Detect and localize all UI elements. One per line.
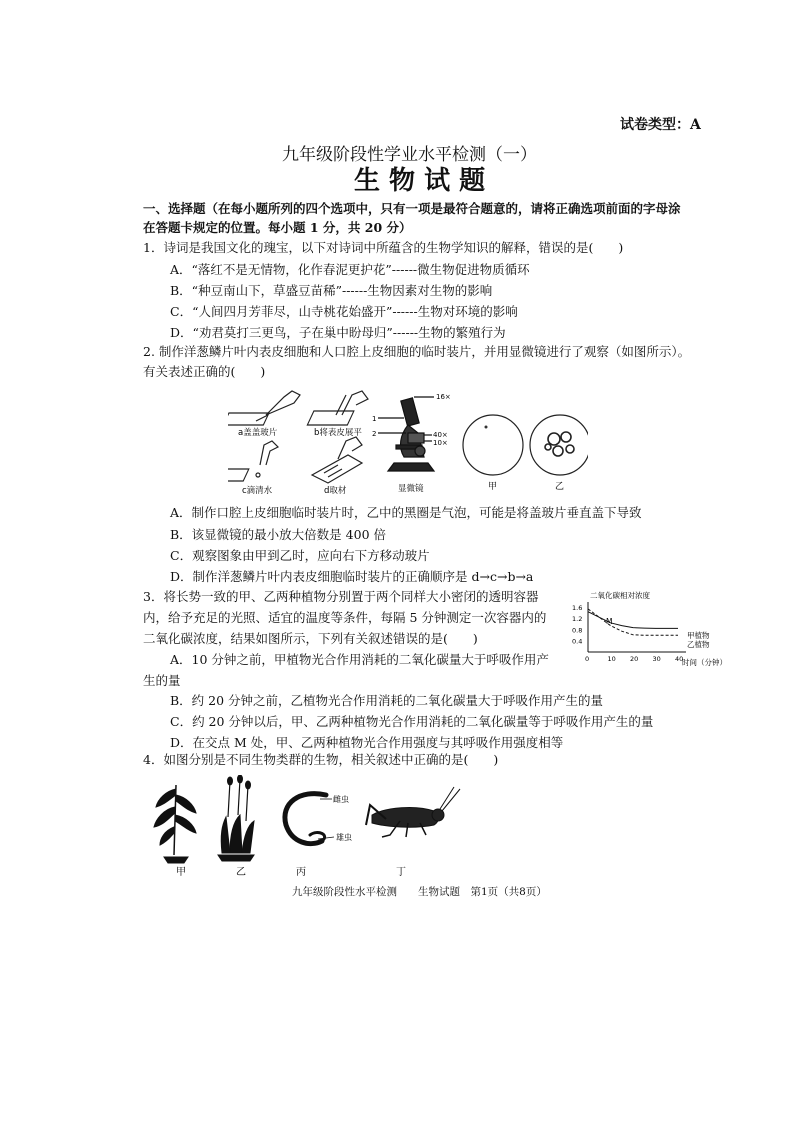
x-tick-label: 0	[585, 655, 590, 663]
q3-stem-line2: 内，给予充足的光照、适宜的温度等条件，每隔 5 分钟测定一次容器内的	[143, 610, 547, 625]
x-tick-label: 40	[675, 655, 684, 663]
q3-stem-line3: 二氧化碳浓度，结果如图所示，下列有关叙述错误的是( )	[143, 631, 478, 646]
label-jia: 甲	[176, 867, 186, 878]
q4-figure	[150, 775, 470, 880]
q1-stem: 1．诗词是我国文化的瑰宝，以下对诗词中所蕴含的生物学知识的解释，错误的是( )	[143, 240, 624, 255]
q2-option-a: A．制作口腔上皮细胞临时装片时，乙中的黑圈是气泡，可能是将盖玻片垂直盖下导致	[170, 505, 642, 520]
view-yi-label: 乙	[555, 482, 565, 492]
q2-option-d: D．制作洋葱鳞片叶内表皮细胞临时装片的正确顺序是 d→c→b→a	[170, 569, 534, 584]
x-tick-label: 20	[630, 655, 639, 663]
step-d-illustration	[312, 437, 362, 483]
q1-option-b: B．“种豆南山下，草盛豆苗稀”------生物因素对生物的影响	[170, 283, 493, 298]
q1-option-d: D．“劝君莫打三更鸟，子在巢中盼母归”------生物的繁殖行为	[170, 325, 506, 340]
series-jia-line	[588, 612, 678, 629]
step-a-illustration	[228, 391, 300, 425]
step-d-label: d取材	[324, 486, 347, 495]
q3-stem-line1: 3．将长势一致的甲、乙两种植物分别置于两个同样大小密闭的透明容器	[143, 589, 539, 604]
y-tick-label: 0.8	[572, 626, 583, 635]
label-2: 2	[372, 430, 377, 438]
q3-option-b: B．约 20 分钟之前，乙植物光合作用消耗的二氧化碳量大于呼吸作用产生的量	[170, 693, 604, 708]
y-tick-label: 0.4	[572, 637, 583, 646]
microscope-illustration	[378, 397, 434, 471]
step-c-label: c滴清水	[242, 486, 273, 495]
view-jia-label: 甲	[488, 482, 498, 492]
label-female-worm: 雌虫	[333, 795, 349, 804]
q3-option-a-line2: 生的量	[143, 673, 181, 688]
q3-option-c: C．约 20 分钟以后，甲、乙两种植物光合作用消耗的二氧化碳量等于呼吸作用产生的量	[170, 714, 654, 729]
page-footer: 九年级阶段性水平检测 生物试题 第1页（共8页）	[292, 886, 547, 898]
q2-option-c: C．观察图象由甲到乙时，应向右下方移动玻片	[170, 548, 430, 563]
label-bing: 丙	[296, 867, 306, 878]
section-heading-line1: 一、选择题（在每小题所列的四个选项中，只有一项是最符合题意的，请将正确选项前面的字母涂	[143, 201, 681, 216]
microscope-label: 显微镜	[398, 484, 424, 494]
legend-jia: 甲植物	[687, 631, 710, 640]
step-b-illustration	[307, 391, 368, 425]
label-ding: 丁	[396, 867, 406, 878]
moss-illustration	[218, 775, 254, 861]
paper-type: 试卷类型：A	[620, 117, 701, 133]
q2-stem-line2: 有关表述正确的( )	[143, 364, 266, 379]
marker-m: M	[606, 617, 613, 626]
q1-option-c: C．“人间四月芳菲尽，山寺桃花始盛开”------生物对环境的影响	[170, 304, 518, 319]
view-yi-circle	[530, 415, 588, 475]
q2-stem-line1: 2. 制作洋葱鳞片叶内表皮细胞和人口腔上皮细胞的临时装片，并用显微镜进行了观察（如图所示）。	[143, 344, 691, 359]
q2-figure	[228, 385, 588, 495]
subject-title: 生 物 试 题	[354, 166, 486, 196]
q3-option-d: D．在交点 M 处，甲、乙两种植物光合作用强度与其呼吸作用强度相等	[170, 735, 564, 750]
chart-xlabel: 时间（分钟）	[682, 658, 727, 667]
label-yi: 乙	[236, 867, 246, 878]
legend-yi: 乙植物	[687, 640, 710, 649]
grasshopper-illustration	[366, 787, 460, 837]
series-yi-line	[588, 609, 678, 635]
fern-illustration	[154, 785, 196, 863]
x-tick-label: 30	[652, 655, 661, 663]
roundworm-illustration	[285, 794, 326, 844]
section-heading-line2: 在答题卡规定的位置。每小题 1 分，共 20 分）	[143, 220, 412, 235]
y-tick-label: 1.6	[572, 604, 583, 613]
x-tick-label: 10	[607, 655, 616, 663]
q3-option-a-line1: A．10 分钟之前，甲植物光合作用消耗的二氧化碳量大于呼吸作用产	[170, 652, 549, 667]
q4-stem: 4．如图分别是不同生物类群的生物，相关叙述中正确的是( )	[143, 752, 499, 767]
step-b-label: b将表皮展平	[314, 428, 362, 438]
y-tick-label: 1.2	[572, 615, 583, 624]
label-1: 1	[372, 415, 377, 423]
q2-option-b: B．该显微镜的最小放大倍数是 400 倍	[170, 527, 386, 542]
lens-16x: 16×	[436, 393, 451, 401]
view-yi-bubbles	[545, 432, 574, 456]
q1-option-a: A．“落红不是无情物，化作春泥更护花”------微生物促进物质循环	[170, 262, 530, 277]
view-jia-circle	[463, 415, 523, 475]
lens-10x: 10×	[433, 439, 448, 447]
q3-co2-chart	[568, 588, 738, 668]
chart-ylabel: 二氧化碳相对浓度	[590, 591, 650, 600]
step-a-label: a盖盖玻片	[238, 428, 278, 438]
step-c-illustration	[228, 441, 278, 481]
lens-40x: 40×	[433, 431, 448, 439]
exam-title: 九年级阶段性学业水平检测（一）	[282, 145, 537, 165]
label-male-worm: 雄虫	[336, 833, 352, 842]
